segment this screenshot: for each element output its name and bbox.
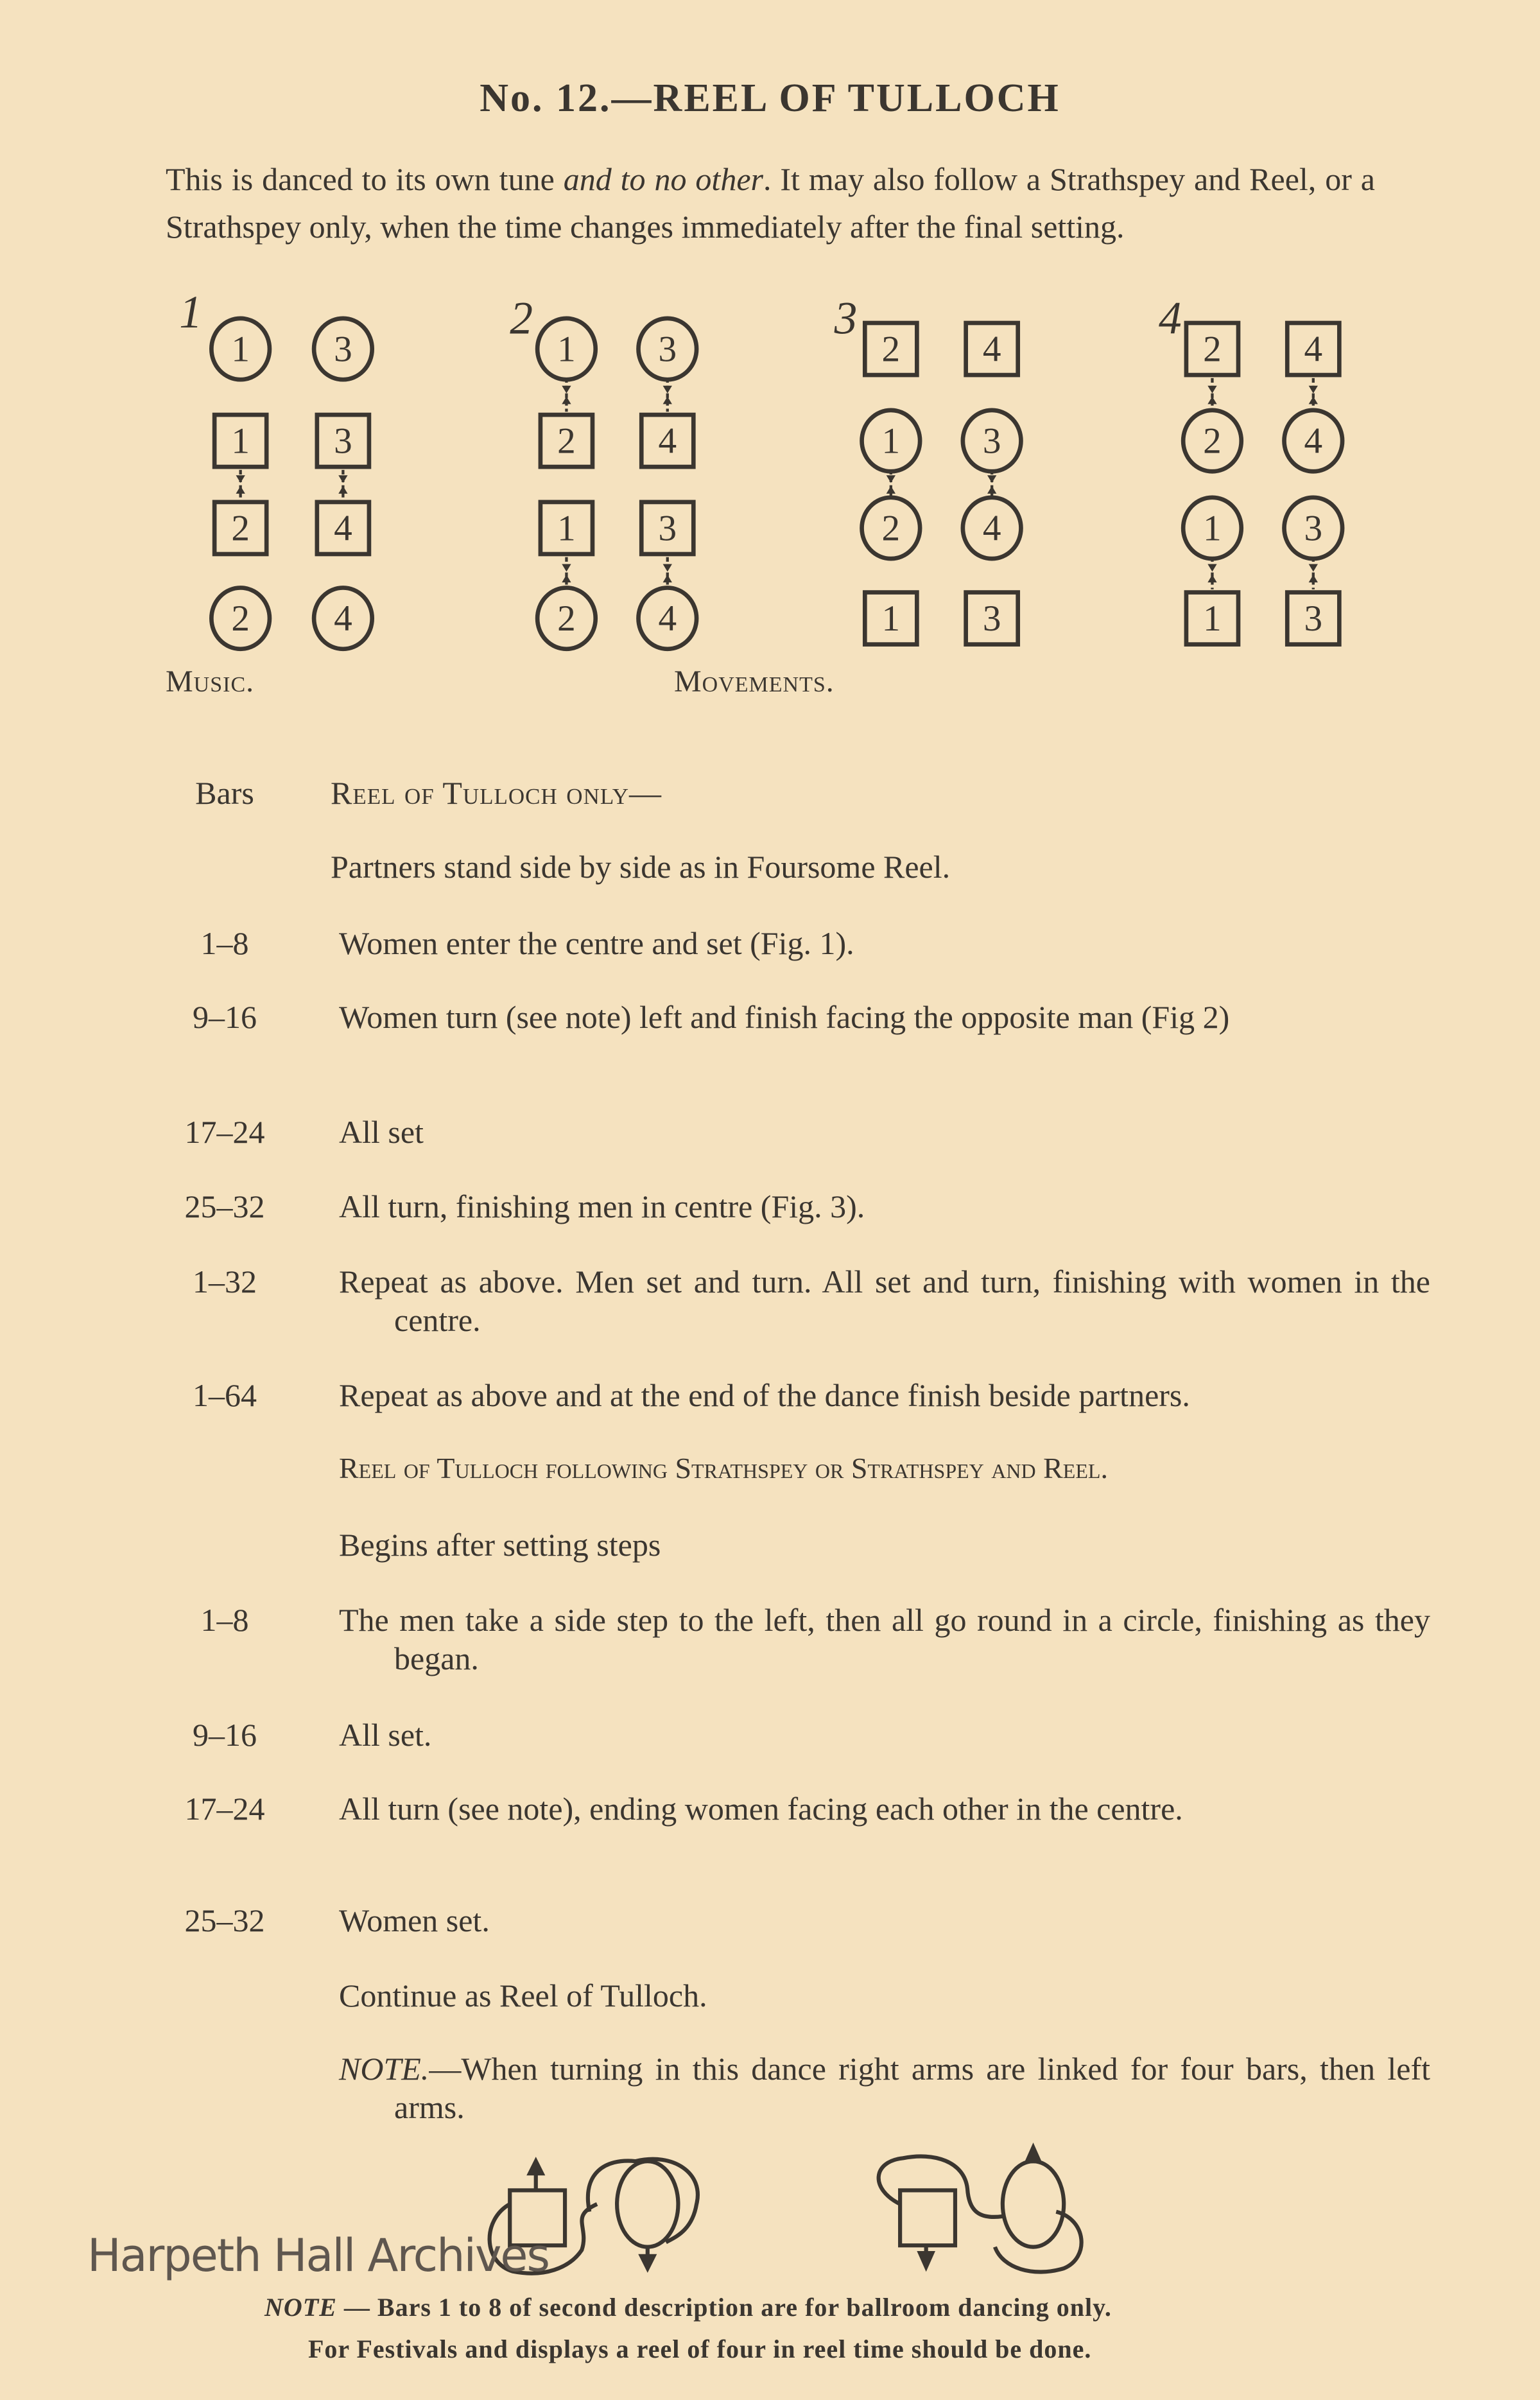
arrow-down-icon [562, 564, 571, 571]
section-heading-reel-only: Reel of Tulloch only— [331, 775, 662, 811]
dancer-number: 4 [1304, 421, 1323, 462]
dancer-number: 1 [1203, 598, 1222, 639]
dancer-number: 2 [557, 598, 576, 639]
archive-watermark: Harpeth Hall Archives [87, 2229, 549, 2282]
figure-4 [1159, 293, 1342, 645]
arrow-up-icon [887, 486, 895, 494]
note-label: NOTE. [339, 2051, 429, 2087]
section-heading-following: Reel of Tulloch following Strathspey or Strathspey and Reel. [339, 1452, 1108, 1484]
arrow-up-icon [1309, 575, 1318, 582]
movement-description: Women enter the centre and set (Fig. 1). [339, 925, 854, 961]
dancer-number: 1 [881, 421, 901, 462]
dancer-number: 4 [334, 598, 352, 639]
music-label: Music. [166, 665, 255, 699]
bars-cell: 1–64 [193, 1377, 257, 1413]
movement-description: Women set. [339, 1902, 490, 1938]
bars-cell: 17–24 [184, 1791, 265, 1827]
woman-circle [1003, 2161, 1064, 2247]
arrow-down-icon [663, 386, 672, 394]
figure-number: 2 [510, 293, 533, 344]
bars-cell: 1–32 [193, 1264, 257, 1300]
dancer-number: 3 [658, 508, 677, 549]
turning-note [339, 2049, 1430, 2126]
dancer-number: 3 [1304, 598, 1323, 639]
dancer-number: 1 [557, 508, 576, 549]
dancer-number: 2 [881, 329, 901, 370]
footer-note-line1 [264, 2291, 1112, 2324]
arrow-up-icon [663, 396, 672, 404]
dancer-number: 2 [231, 508, 250, 549]
bars-cell: 9–16 [193, 999, 257, 1035]
movement-description: All turn (see note), ending women facing each other in the centre. [339, 1791, 1183, 1827]
bars-cell: 25–32 [184, 1188, 265, 1224]
arrow-down-icon [562, 386, 571, 394]
arrow-up-icon [562, 575, 571, 582]
intro-text: This is danced to its own tune [166, 161, 564, 197]
movement-description: All set [339, 1114, 424, 1150]
page-title: No. 12.—REEL OF TULLOCH [480, 76, 1060, 120]
turn-diagram-right [879, 2148, 1082, 2272]
dancer-number: 4 [1304, 329, 1323, 370]
bars-cell: 17–24 [184, 1114, 265, 1150]
movement-description: Repeat as above. Men set and turn. All set and turn, finishing with women in the centre. [339, 1264, 1430, 1338]
arrow-up-icon [530, 2161, 542, 2173]
figure-number: 3 [834, 293, 858, 344]
dancer-number: 2 [881, 508, 901, 549]
arrow-up-icon [663, 575, 672, 582]
dancer-number: 2 [1203, 329, 1222, 370]
dancer-number: 3 [334, 329, 352, 370]
movement-description: All set. [339, 1717, 432, 1753]
arrow-down-icon [641, 2256, 653, 2268]
footer-note-line2: For Festivals and displays a reel of four in reel time should be done. [308, 2335, 1092, 2363]
dancer-number: 4 [982, 329, 1001, 370]
movement-description: Repeat as above and at the end of the dance finish beside partners. [339, 1377, 1190, 1413]
movement-description: Begins after setting steps [339, 1527, 661, 1563]
arrow-down-icon [663, 564, 672, 571]
arrow-down-icon [1207, 564, 1216, 571]
arrow-up-icon [1207, 575, 1216, 582]
dancer-number: 1 [557, 329, 576, 370]
bars-cell: 1–8 [200, 1602, 249, 1638]
formation-diagrams [179, 287, 1342, 649]
footer-note-text: — Bars 1 to 8 of second description are for ballroom dancing only. [336, 2293, 1112, 2322]
dancer-number: 2 [1203, 421, 1222, 462]
woman-circle [617, 2161, 678, 2247]
dancer-number: 1 [231, 421, 250, 462]
arrow-down-icon [236, 475, 245, 483]
bars-cell: 25–32 [184, 1902, 265, 1938]
arrow-up-icon [236, 486, 245, 494]
figure-number: 1 [179, 287, 203, 338]
dancer-number: 2 [557, 421, 576, 462]
movements-label: Movements. [674, 665, 835, 699]
figure-number: 4 [1159, 293, 1182, 344]
dancer-number: 4 [658, 598, 677, 639]
arrow-up-icon [338, 486, 347, 494]
dancer-number: 3 [1304, 508, 1323, 549]
man-box [900, 2190, 955, 2245]
bars-cell: 9–16 [193, 1717, 257, 1753]
arrow-up-icon [562, 396, 571, 404]
intro-text-rest: . It may also follow a Strathspey and Reel, or a Strathspey only, when the time changes immediately after the final setting. [166, 161, 1375, 245]
arrow-up-icon [1027, 2148, 1039, 2161]
movement-description: All turn, finishing men in centre (Fig. 3). [339, 1188, 865, 1224]
arrow-up-icon [1309, 396, 1318, 404]
figure-3 [834, 293, 1021, 645]
arrow-down-icon [338, 475, 347, 483]
bars-header: Bars [195, 775, 254, 811]
movement-description: Continue as Reel of Tulloch. [339, 1978, 707, 2013]
dancer-number: 4 [658, 421, 677, 462]
dancer-number: 3 [334, 421, 352, 462]
bars-cell: 1–8 [200, 925, 249, 961]
arrow-down-icon [887, 475, 895, 483]
movement-description: Partners stand side by side as in Foursome Reel. [331, 849, 951, 885]
dancer-number: 3 [658, 329, 677, 370]
figure-2 [510, 293, 696, 649]
arrow-down-icon [1309, 386, 1318, 394]
arrow-up-icon [987, 486, 996, 494]
dancer-number: 2 [231, 598, 250, 639]
dancer-number: 4 [334, 508, 352, 549]
dancer-number: 4 [982, 508, 1001, 549]
dancer-number: 1 [231, 329, 250, 370]
note-text: —When turning in this dance right arms are linked for four bars, then left arms. [394, 2051, 1430, 2125]
footer-note-label: NOTE [264, 2293, 337, 2322]
dancer-number: 3 [982, 421, 1001, 462]
movement-description: The men take a side step to the left, then all go round in a circle, finishing as they began. [339, 1602, 1430, 1676]
dancer-number: 1 [1203, 508, 1222, 549]
figure-1 [179, 287, 372, 649]
arrow-down-icon [1309, 564, 1318, 571]
arrow-down-icon [920, 2253, 932, 2266]
dancer-number: 1 [881, 598, 901, 639]
dancer-number: 3 [982, 598, 1001, 639]
arrow-up-icon [1207, 396, 1216, 404]
arrow-down-icon [1207, 386, 1216, 394]
intro-italic: and to no other [563, 161, 763, 197]
movement-description: Women turn (see note) left and finish facing the opposite man (Fig 2) [339, 999, 1230, 1035]
arrow-down-icon [987, 475, 996, 483]
